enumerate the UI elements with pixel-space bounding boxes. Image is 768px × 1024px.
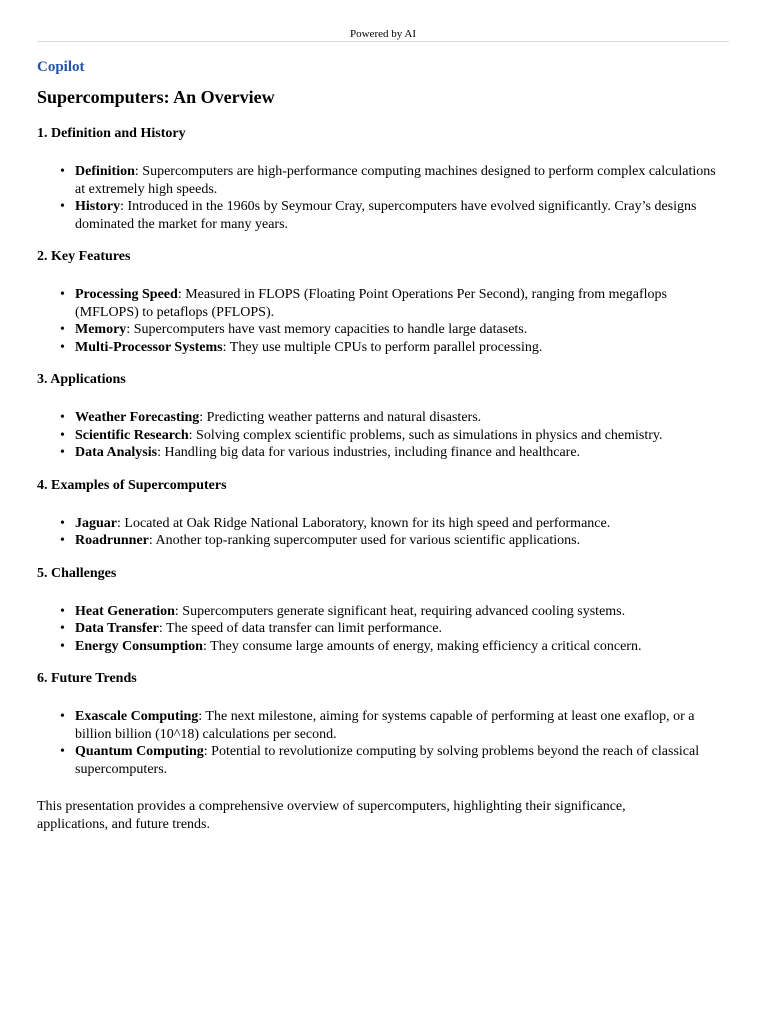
list-item [60,708,729,743]
item-term: Definition [75,164,135,179]
section-key-features [37,248,729,356]
bullet-icon: • [60,603,65,619]
item-term: Quantum Computing [75,744,204,759]
item-term: Memory [75,322,127,337]
list-item [60,198,729,233]
item-term: Exascale Computing [75,709,199,724]
bullet-icon: • [60,287,65,302]
item-term: Heat Generation [75,603,175,619]
bullet-icon: • [60,427,65,443]
item-text: : Solving complex scientific problems, such as simulations in physics and chemistry. [188,427,663,443]
bullet-icon: • [60,339,65,355]
item-term: Processing Speed [75,287,178,302]
section-definition-history [37,125,729,233]
bullet-icon: • [60,445,65,460]
item-text: : Supercomputers are high-performance computing machines designed to perform complex calculations at extremely high speeds. [75,164,716,197]
list-item [60,638,729,656]
list-item [60,409,729,427]
section-heading: 6. Future Trends [37,671,137,686]
section-heading: 1. Definition and History [37,126,186,141]
item-term: Data Transfer [75,621,159,636]
item-term: Roadrunner [75,533,149,548]
bullet-icon: • [60,744,65,759]
item-text: : Supercomputers have vast memory capacities to handle large datasets. [126,322,528,337]
list-item [60,743,729,778]
page-title: Supercomputers: An Overview [37,87,275,107]
bullet-icon: • [60,621,65,636]
section-challenges [37,565,729,656]
bullet-list [37,409,729,462]
list-item [60,286,729,321]
bullet-list [37,603,729,656]
bullet-icon: • [60,515,65,531]
item-text: : Introduced in the 1960s by Seymour Cray, supercomputers have evolved significantly. Cray’s designs dominated the market for many years. [75,199,697,232]
bullet-icon: • [60,533,65,548]
section-future-trends [37,670,729,778]
bullet-list [37,515,729,550]
item-term: Data Analysis [75,445,158,460]
item-term: Multi-Processor Systems [75,339,223,355]
list-item [60,603,729,621]
item-term: Scientific Research [75,427,189,443]
section-applications [37,371,729,462]
closing-paragraph: This presentation provides a comprehensive overview of supercomputers, highlighting their significance, applications, and future trends. [37,799,626,832]
item-term: Energy Consumption [75,638,203,654]
bullet-icon: • [60,638,65,654]
header-divider [37,41,729,42]
list-item [60,444,729,462]
item-term: History [75,199,121,214]
document-page [37,0,729,833]
list-item [60,321,729,339]
list-item [60,427,729,445]
section-heading: 5. Challenges [37,565,117,581]
bullet-list [37,163,729,233]
item-text: : The next milestone, aiming for systems capable of performing at least one exaflop, or a billion billion (10^18) calculations per second. [75,709,695,742]
bullet-icon: • [60,410,65,425]
section-examples [37,477,729,550]
bullet-list [37,708,729,778]
powered-by-label: Powered by AI [350,28,416,40]
item-text: : Another top-ranking supercomputer used for various scientific applications. [148,533,581,548]
section-heading: 4. Examples of Supercomputers [37,477,227,493]
section-heading: 2. Key Features [37,249,131,264]
list-item [60,532,729,550]
list-item [60,339,729,357]
item-text: : The speed of data transfer can limit performance. [158,621,442,636]
bullet-icon: • [60,322,65,337]
brand-name: Copilot [37,59,85,75]
item-text: : Located at Oak Ridge National Laboratory, known for its high speed and performance. [117,515,611,531]
section-heading: 3. Applications [37,372,126,387]
bullet-icon: • [60,709,65,724]
list-item [60,163,729,198]
item-text: : They consume large amounts of energy, making efficiency a critical concern. [202,638,642,654]
bullet-icon: • [60,164,65,179]
list-item [60,620,729,638]
item-text: : Supercomputers generate significant heat, requiring advanced cooling systems. [174,603,626,619]
bullet-list [37,286,729,356]
item-text: : Potential to revolutionize computing by solving problems beyond the reach of classical supercomputers. [75,744,700,777]
item-term: Jaguar [75,515,117,531]
list-item [60,515,729,533]
bullet-icon: • [60,199,65,214]
item-text: : Handling big data for various industries, including finance and healthcare. [157,445,581,460]
item-term: Weather Forecasting [75,410,200,425]
item-text: : They use multiple CPUs to perform parallel processing. [222,339,543,355]
item-text: : Measured in FLOPS (Floating Point Operations Per Second), ranging from megaflops (MFLOPS) to petaflops (PFLOPS). [75,287,667,320]
item-text: : Predicting weather patterns and natural disasters. [199,410,482,425]
